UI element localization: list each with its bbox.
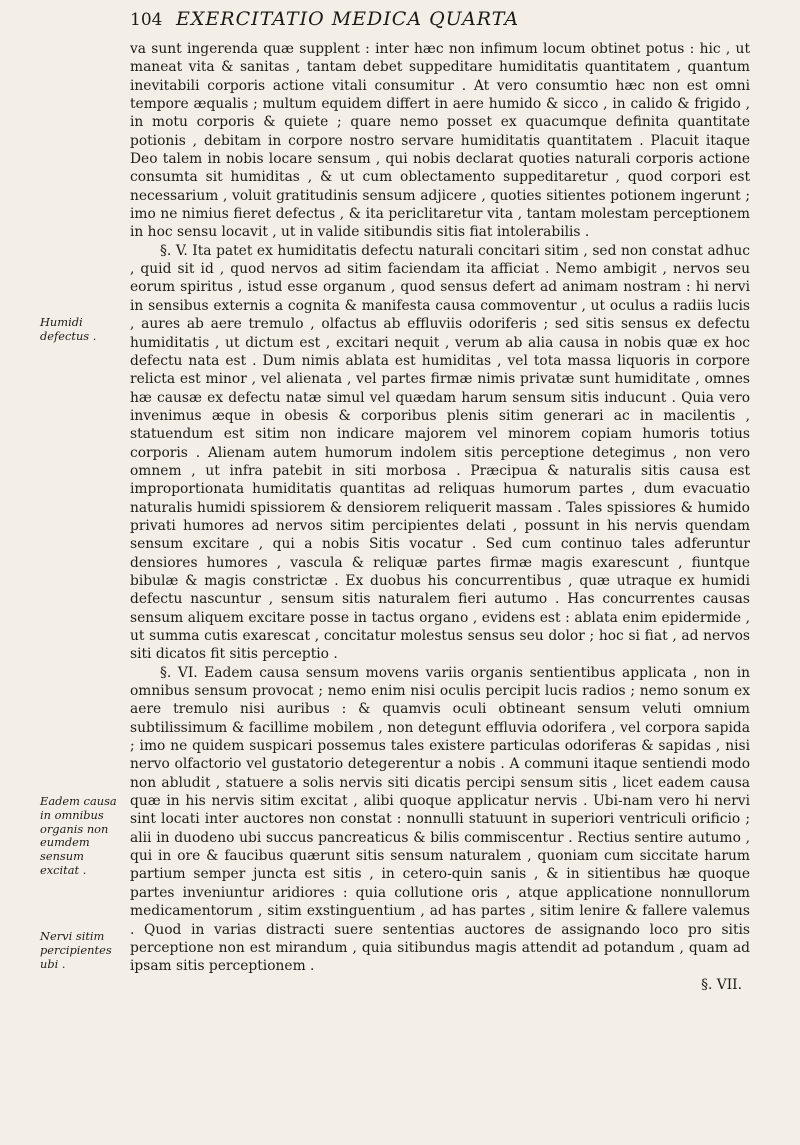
page-header [130,8,730,40]
paragraph-section-v: §. V. Ita patet ex humiditatis defectu naturali concitari sitim , sed non constat adhuc , quid sit id , quod nervos ad sitim faciendam ita afficiat . Nemo ambigit , nervos seu eorum spiritus , istud esse organum , quod sensus defert ad animam nostram : hi nervi in sensibus externis a cognita & manifesta causa commoventur , ut oculus a radiis lucis , aures ab aere tremulo , olfactus ab effluviis odoriferis ; sed sitis sensus ex defectu humiditatis , ut dictum est , excitari nequit , verum ab alia causa in nobis quæ ex hoc defectu nata est . Dum nimis ablata est humiditas , vel tota massa liquoris in corpore relicta est minor , vel alienata , vel partes firmæ nimis privatæ sunt humiditate , omnes hæ causæ ex defectu natæ simul vel quædam harum sensum sitis inducunt . Quia vero invenimus æque in obesis & corporibus plenis sitim generari ac in macilentis , statuendum est sitim non indicare majorem vel minorem copiam humoris totius corporis . Alienam autem humorum indolem sitis perceptione detegimus , non vero omnem , ut infra patebit in siti morbosa . Præcipua & naturalis sitis causa est improportionata humiditatis quantitas ad reliquas humorum partes , dum evacuatio naturalis humidi spissiorem & densiorem reliquerit massam . Tales spissiores & humido privati humores ad nervos sitim percipientes delati , possunt in his nervis quendam sensum excitare , qui a nobis Sitis vocatur . Sed cum continuo tales adferuntur densiores humores , vascula & reliquæ partes firmæ magis exarescunt , fiuntque bibulæ & magis constrictæ . Ex duobus his concurrentibus , quæ utraque ex humidi defectu nascuntur , sensum sitis naturalem fieri autumo . Has concurrentes causas sensum aliquem excitare posse in tactus organo , evidens est : ablata enim epidermide , ut summa cutis exarescat , concitatur molestus sensus seu dolor ; hoc si fiat , ad nervos siti dicatos fit sitis perceptio . [130,242,750,663]
body-text [130,40,750,994]
margin-note-nervi-sitim: Nervi sitim percipientes ubi . [40,929,112,971]
paragraph-section-vi: §. VI. Eadem causa sensum movens variis organis sentientibus applicata , non in omnibus sensum provocat ; nemo enim nisi oculis percipit lucis radios ; nemo sonum ex aere tremulo nisi auribus : & quamvis oculi obtineant sensum veluti omnium subtilissimum & facillime mobilem , non detegunt effluvia odorifera , vel corpora sapida ; imo ne quidem suspicari possemus tales existere particulas odoriferas & sapidas , nisi nervo olfactorio vel gustatorio detegerentur a nobis . A communi itaque sentiendi modo non abludit , statuere a solis nervis siti dicatis percipi sensum sitis , licet eadem causa quæ in his nervis sitim excitat , alibi quoque applicatur nervis . Ubi-nam vero hi nervi sint locati inter auctores non constat : nonnulli statuunt in superiori ventriculi orificio ; alii in duodeno ubi succus pancreaticus & bilis commiscentur . Rectius sentire autumo , qui in ore & faucibus quærunt sitis sensum naturalem , quoniam cum siccitate harum partium semper juncta est sitis , in cetero-quin sanis , & in sitientibus hæ quoque partes inveniuntur aridiores : quia collutione oris , atque applicatione nonnullorum medicamentorum , sitim exstinguentium , ad has partes , sitim lenire & fallere valemus . Quod in varias distracti suere sententias auctores de assignando loco pro sitis perceptione non est mirandum , quia sitibundus magis attendit ad potandum , quam ad ipsam sitis perceptionem . [130,664,750,975]
margin-note-eadem-causa: Eadem causa in omnibus organis non eumdem sensum excitat . [40,794,117,877]
margin-note-humidi-defectus: Humidi defectus . [40,315,97,343]
catchword: §. VII. [701,976,742,993]
running-head: EXERCITATIO MEDICA QUARTA [176,8,520,30]
page-number: 104 [130,10,163,30]
paragraph-continuation: va sunt ingerenda quæ supplent : inter hæc non infimum locum obtinet potus : hic , ut maneat vita & sanitas , tantam debet suppeditare humiditatis quantitatem , quantum inevitabili corporis actione vitali consumitur . At vero consumtio hæc non est omni tempore æqualis ; multum equidem differt in aere humido & sicco , in calido & frigido , in motu corporis & quiete ; quare nemo posset ex quacumque definita quantitate potionis , debitam in corpore nostro servare humiditatis quantitatem . Placuit itaque Deo talem in nobis locare sensum , qui nobis declarat quoties naturali corporis actione consumta sit humiditas , & ut cum oblectamento suppeditaretur , quod corpori est necessarium , voluit gratitudinis sensum adjicere , quoties sitientes potionem ingerunt ; imo ne nimius fieret defectus , & ita periclitaretur vita , tantam molestam perceptionem in hoc sensu locavit , ut in valide sitibundis sitis fiat intolerabilis . [130,41,750,241]
